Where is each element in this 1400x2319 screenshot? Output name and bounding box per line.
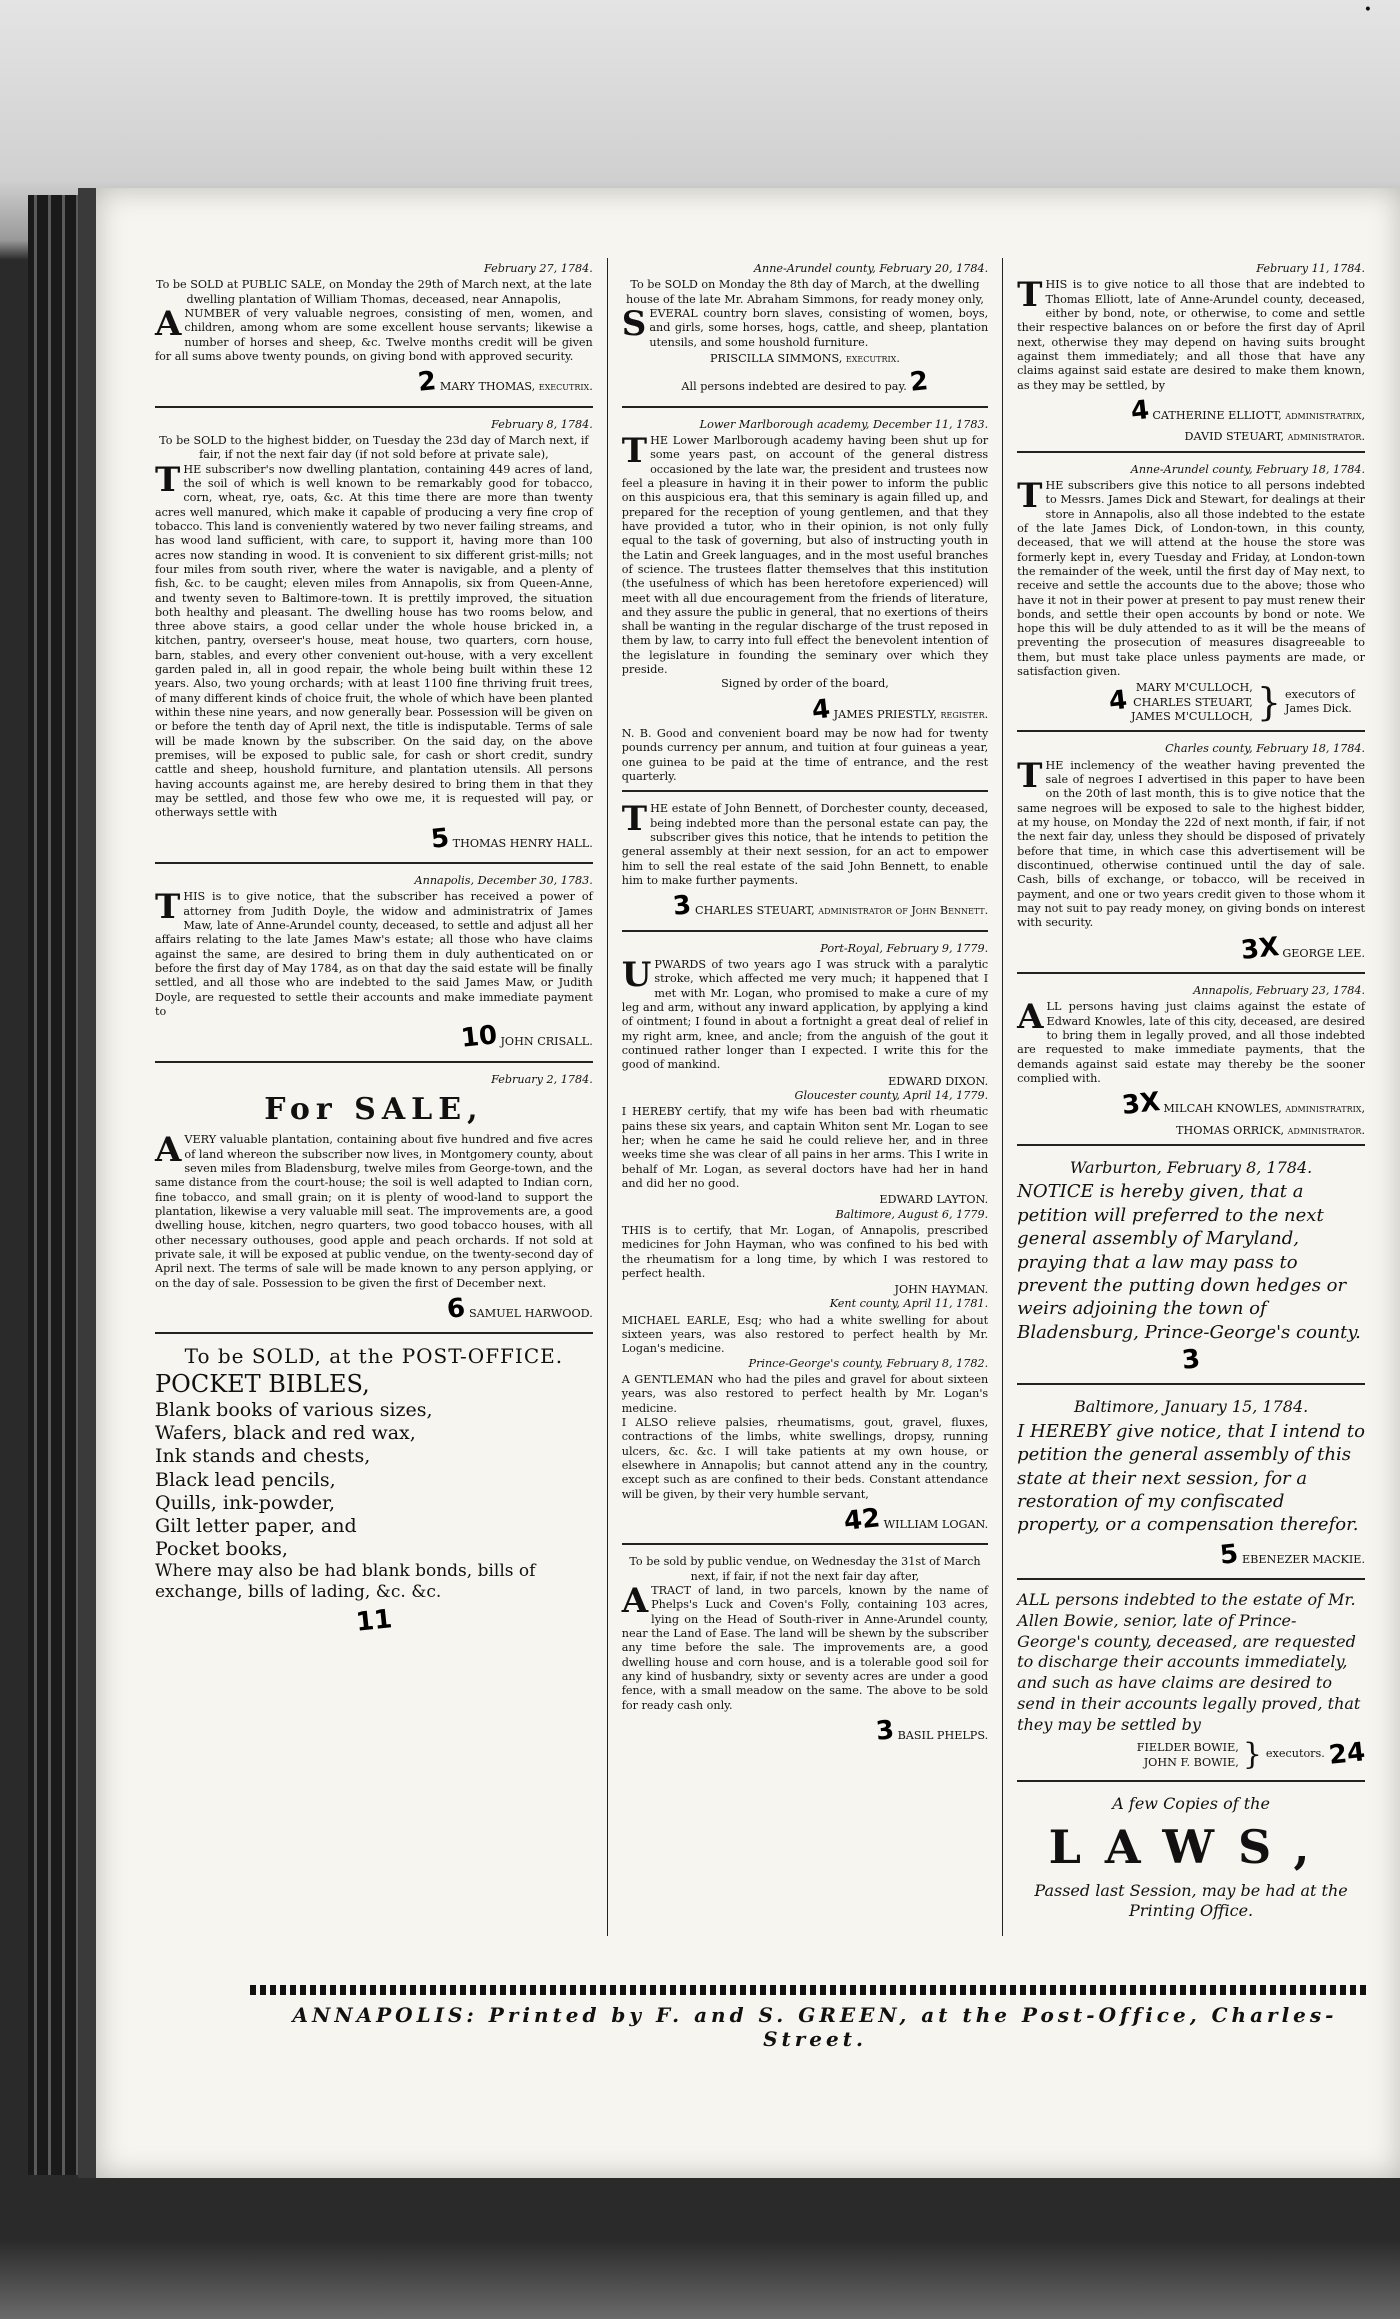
ad-signature <box>1017 1344 1365 1377</box>
ad-date: Port-Royal, February 9, 1779. <box>820 941 989 955</box>
list-item: Ink stands and chests, <box>155 1445 371 1468</box>
testimonial-date: Kent county, April 11, 1781. <box>829 1297 989 1311</box>
imprint-footer: ANNAPOLIS: Printed by F. and S. GREEN, at the Post-Office, Charles-Street. <box>292 2003 1338 2051</box>
ad-signature <box>622 890 988 923</box>
signature-name: WILLIAM LOGAN. <box>883 1518 989 1532</box>
signature-name: BASIL PHELPS. <box>897 1728 989 1742</box>
ad-date: Annapolis, December 30, 1783. <box>414 874 593 888</box>
ad-body <box>155 459 593 821</box>
ad-body <box>621 303 989 350</box>
handwritten-mark: 2 <box>908 366 930 399</box>
ad-date: Warburton, February 8, 1784. <box>1069 1157 1313 1177</box>
ad-date: Baltimore, January 15, 1784. <box>1073 1397 1309 1417</box>
executor-role: executors of James Dick. <box>1285 687 1355 715</box>
ad-body <box>1017 997 1366 1086</box>
ad-date: February 2, 1784. <box>491 1072 593 1086</box>
laws-pre: A few Copies of the <box>1112 1793 1270 1813</box>
signature-name: SAMUEL HARWOOD. <box>469 1306 593 1320</box>
drop-cap: A <box>1017 997 1044 1038</box>
ad-bennett-estate <box>622 798 988 931</box>
brace-glyph: } <box>1256 679 1282 724</box>
ad-bladensburg-petition <box>1017 1152 1365 1385</box>
drop-cap: T <box>155 887 181 928</box>
signature-name: MARY THOMAS, executrix. <box>439 380 593 394</box>
testimonial-text: A GENTLEMAN who had the piles and gravel for about sixteen years, was also restored to perfect health by Mr. Logan's medicine. <box>621 1373 989 1415</box>
handwritten-mark: 6 <box>445 1293 467 1325</box>
ad-signed-line: Signed by order of the board, <box>721 677 889 691</box>
drop-cap: S <box>621 303 647 344</box>
drop-cap: A <box>155 1130 182 1171</box>
executors-block <box>1017 1736 1365 1774</box>
drop-cap: A <box>155 303 182 344</box>
column-rule <box>1002 258 1003 1936</box>
ad-body <box>1017 475 1366 680</box>
handwritten-mark: 5 <box>429 822 451 855</box>
corner-mark: • <box>1363 2 1372 18</box>
handwritten-mark: 5 <box>1218 1538 1240 1571</box>
ad-signature <box>155 823 593 856</box>
signature-name: CATHERINE ELLIOTT, administratrix, <box>1152 408 1366 422</box>
drop-cap: T <box>1017 275 1043 316</box>
ad-signature <box>155 1021 593 1054</box>
ad-text: EVERAL country born slaves, consisting of women, boys, and girls, some horses, hogs, cattle, and sheep, plantation utensils, and some houshold furniture. <box>649 306 989 349</box>
list-item: Blank books of various sizes, <box>155 1399 433 1422</box>
drop-cap: T <box>1017 755 1043 796</box>
ad-harwood-sale <box>155 1069 593 1335</box>
ad-text: I HEREBY give notice, that I intend to petition the general assembly of this state at their next session, for a restoration of my confiscated property, or a compensation therefor. <box>1017 1420 1365 1536</box>
signature-name: JOHN CRISALL. <box>500 1035 593 1049</box>
executor-name: JAMES M'CULLOCH, <box>1131 710 1253 724</box>
executor-names <box>1137 1741 1239 1770</box>
ad-text: NUMBER of very valuable negroes, consisting of men, women, and children, among whom are some excellent house servants; likewise a number of horses and sheep, &c. Twelve months credit will be given for all sums above twenty pounds, on giving bond with approved security. <box>155 306 593 363</box>
ad-date: Anne-Arundel county, February 18, 1784. <box>1130 462 1366 476</box>
ad-text: VERY valuable plantation, containing about five hundred and five acres of land whereon the subscriber now lives, in Montgomery county, about seven miles from Bladensburg, twelve miles from George-town, and the same distance from the court-house; the soil is well adapted to Indian corn, fine tobacco, and small grain; on it is plenty of wood-land to support the plantation, likewise a very valuable mill seat. The improvements are, a good dwelling house, kitchen, negro quarters, two good tobacco houses, with all other necessary outhouses, good apple and peach orchards. If not sold at private sale, it will be exposed at public vendue, on the twenty-second day of April next. The terms of sale will be made known to any person applying, or on the day of sale. Possession to be given the first of December next. <box>155 1133 593 1290</box>
drop-cap: A <box>621 1581 649 1621</box>
ad-signature <box>1017 1088 1365 1121</box>
ad-phelps-land <box>622 1551 988 1754</box>
executor-name: FIELDER BOWIE, <box>1136 1741 1239 1755</box>
list-item: Wafers, black and red wax, <box>155 1422 416 1445</box>
signature-name: JAMES PRIESTLY, register. <box>833 707 989 721</box>
handwritten-mark: 10 <box>459 1020 499 1055</box>
ad-text: HIS is to give notice, that the subscriber has received a power of attorney from Judith Doyle, the widow and administratrix of James Maw, late of Anne-Arundel county, deceased, to settle and adjust all her affairs relating to the late James Maw's estate; all those who have claims against the same, are desired to bring them in duly authenticated on or before the first day of May 1784, as on that day the said estate will be finally settled, and all those who are indebted to the said James Maw, or Judith Doyle, are requested to settle their accounts and make immediate payment to <box>155 890 593 1018</box>
list-item: Pocket books, <box>155 1538 288 1561</box>
ad-text: NOTICE is hereby given, that a petition will preferred to the next general assembly of Maryland, praying that a law may pass to prevent the putting down hedges or weirs adjoining the town of Bladensburg, Prince-George's county. <box>1017 1181 1361 1343</box>
executor-role: executors. <box>1265 1747 1325 1761</box>
signature-name: GEORGE LEE. <box>1282 946 1366 960</box>
ad-body <box>1017 275 1366 393</box>
goods-list <box>155 1370 593 1603</box>
ad-date: Charles county, February 18, 1784. <box>1165 742 1366 756</box>
ad-academy <box>622 414 988 793</box>
ad-signature <box>1017 933 1365 966</box>
list-item: POCKET BIBLES, <box>155 1369 370 1398</box>
testimonial-date: Prince-George's county, February 8, 1782. <box>748 1356 989 1370</box>
columns <box>155 258 1365 1936</box>
drop-cap: T <box>155 459 181 500</box>
ad-body <box>1017 755 1366 931</box>
drop-cap: U <box>621 954 652 995</box>
executor-name: JOHN F. BOWIE, <box>1143 1755 1239 1769</box>
ad-bowie-estate <box>1017 1586 1365 1782</box>
ad-hall-plantation <box>155 414 593 864</box>
list-tail: Where may also be had blank bonds, bills of exchange, bills of lading, &c. &c. <box>155 1561 536 1602</box>
ad-signature <box>622 1715 988 1748</box>
ad-post-office-goods <box>155 1340 593 1644</box>
signature-name: CHARLES STEUART, administrator of John Bennett. <box>695 904 989 918</box>
drop-cap: T <box>1017 475 1043 516</box>
testimonial-signature: EDWARD DIXON. <box>888 1074 989 1088</box>
ad-heading: To be SOLD to the highest bidder, on Tuesday the 23d day of March next, if fair, if not the next fair day (if not sold before at private sale), <box>159 433 589 462</box>
handwritten-mark: 3 <box>874 1715 896 1747</box>
ad-signature: PRISCILLA SIMMONS, executrix. <box>710 351 900 365</box>
ad-text: HE inclemency of the weather having prevented the sale of negroes I advertised in this paper to have been on the 20th of last month, this is to give notice that the same negroes will be exposed to sale to the highest bidder, at my house, on Monday the 22d of next month, if fair, if not the next fair day, unless they should be disposed of privately before that time, in which case this advertisement will be discontinued, otherwise continued until the day of sale. Cash, bills of exchange, or tobacco, will be received in payment, and one or two years credit given to those whom it may not suit to pay ready money, on giving bonds on interest with security. <box>1017 758 1366 930</box>
testimonial-signature: EDWARD LAYTON. <box>879 1193 989 1207</box>
list-item: Gilt letter paper, and <box>155 1514 357 1537</box>
testimonial-date: Baltimore, August 6, 1779. <box>835 1207 989 1221</box>
ad-thomas-sale <box>155 258 593 408</box>
ad-signature <box>155 366 593 399</box>
handwritten-mark: 4 <box>810 693 832 726</box>
handwritten-mark: 3 <box>1180 1344 1202 1376</box>
ad-text: PWARDS of two years ago I was struck with a paralytic stroke, which affected me very much; it happened that I met with Mr. Logan, who promised to make a cure of my leg and arm, without any inward application, by applying a kind of ointment; I found in about a fortnight a great deal of relief in my right arm, knee, and ancle; from the anguish of the gout it continued rather longer than I expected. I write this for the good of mankind. <box>621 957 989 1072</box>
testimonial-text: I ALSO relieve palsies, rheumatisms, gout, gravel, fluxes, contractions of the limbs, white swellings, dropsy, running ulcers, &c. &c. I will take patients at my own house, or elsewhere in Annapolis; but cannot attend any in the country, except such as are confined to their beds. Constant attendance will be given, by their very humble servant, <box>621 1416 989 1501</box>
ad-knowles-estate <box>1017 980 1365 1146</box>
ad-date: February 8, 1784. <box>491 417 593 431</box>
signature-name: THOMAS HENRY HALL. <box>452 836 593 850</box>
ad-text: HE subscribers give this notice to all persons indebted to Messrs. James Dick and Stewart, for dealings at their store in Annapolis, also all those indebted to the estate of the late James Dick, of London-town, in this county, deceased, that we will attend at the house the store was formerly kept in, every Tuesday and Friday, at London-town the remainder of the week, until the first day of May next, to receive and settle the accounts due to the above; those who have it not in their power at present to pay must renew their bonds, and settle their open accounts by bond or note. We hope this will be duly attended to as it will be the means of preventing the prosecution of measures disagreeable to them, but must take place unless payments are made, or satisfaction given. <box>1017 478 1366 679</box>
column-1 <box>155 258 593 1936</box>
ad-date: Annapolis, February 23, 1784. <box>1193 983 1366 997</box>
ad-dick-store <box>1017 459 1365 733</box>
ornamental-border <box>250 1985 1370 1995</box>
ad-body <box>155 303 593 364</box>
ad-simmons-slaves <box>622 258 988 408</box>
drop-cap: T <box>621 430 648 471</box>
ad-signature-2: THOMAS ORRICK, administrator. <box>1176 1123 1366 1137</box>
ad-body <box>621 430 989 678</box>
ad-heading: To be SOLD at PUBLIC SALE, on Monday the 29th of March next, at the late dwelling plantation of William Thomas, deceased, near Annapolis, <box>156 278 592 306</box>
ad-crisall-notice <box>155 870 593 1063</box>
handwritten-mark: 11 <box>354 1603 394 1638</box>
note-text: All persons indebted are desired to pay. <box>681 380 907 394</box>
ad-heading: To be SOLD on Monday the 8th day of March, at the dwelling house of the late Mr. Abraham Simmons, for ready money only, <box>625 278 984 306</box>
ad-heading: To be sold by public vendue, on Wednesday the 31st of March next, if fair, if not the next fair day after, <box>629 1555 981 1583</box>
ad-elliott-notice <box>1017 258 1365 453</box>
executor-names <box>1131 681 1253 724</box>
ad-lee-negroes <box>1017 738 1365 974</box>
ad-signature <box>1017 395 1365 428</box>
ad-laws <box>1017 1788 1365 1930</box>
handwritten-mark: 2 <box>416 366 438 399</box>
ad-body <box>155 887 593 1019</box>
handwritten-mark: 3X <box>1120 1087 1162 1122</box>
ad-signature <box>1017 1539 1365 1572</box>
laws-post: Passed last Session, may be had at the Printing Office. <box>1034 1880 1348 1921</box>
ad-heading: To be SOLD, at the POST-OFFICE. <box>184 1344 564 1369</box>
ad-note <box>622 366 988 399</box>
ad-signature <box>622 694 988 727</box>
ad-date: February 27, 1784. <box>484 262 593 275</box>
ad-text: HIS is to give notice to all those that are indebted to Thomas Elliott, late of Anne-Arundel county, deceased, either by bond, note, or otherwise, to come and settle their respective balances on or before the first day of April next, otherwise they may depend on having suits brought against them immediately; and all those that have any claims against said estate are desired to make them known, as they may be settled, by <box>1017 278 1366 392</box>
ad-text: HE Lower Marlborough academy having been shut up for some years past, on account of the general distress occasioned by the late war, the president and trustees now feel a pleasure in having it in their power to inform the public on this auspicious era, that this seminary is again filled up, and prepared for the reception of young gentlemen, and that they have provided a tutor, who in their opinion, is not only fully equal to the task of governing, but also of instructing youth in the Latin and Greek languages, and in the most useful branches of science. The trustees flatter themselves that this institution (the usefulness of which has been heretofore experienced) will meet with all due encouragement from the friends of literature, and they assure the public in general, that no exertions of theirs shall be wanting in the regular discharge of the trust reposed in them by law, to carry into full effect the benevolent intention of the legislature in founding the seminary over which they preside. <box>621 433 989 677</box>
ad-signature <box>155 1293 593 1326</box>
list-item: Quills, ink-powder, <box>155 1491 336 1514</box>
signature-name: EBENEZER MACKIE. <box>1241 1552 1366 1566</box>
ad-logan-testimonials <box>622 938 988 1546</box>
testimonial-date: Gloucester county, April 14, 1779. <box>794 1088 989 1102</box>
testimonial-text: THIS is to certify, that Mr. Logan, of Annapolis, prescribed medicines for John Hayman, who was confined to his bed with the rheumatism for a long time, by which I was restored to perfect health. <box>621 1223 989 1280</box>
ad-date: Lower Marlborough academy, December 11, 1783. <box>699 417 989 431</box>
ad-signature-2: DAVID STEUART, administrator. <box>1184 430 1366 444</box>
ad-signature <box>155 1605 593 1638</box>
ad-date: Anne-Arundel county, February 20, 1784. <box>753 262 989 275</box>
column-2 <box>622 258 988 1936</box>
ad-text: HE subscriber's now dwelling plantation, containing 449 acres of land, the soil of which is well known to be remarkably good for tobacco, corn, wheat, rye, oats, &c. At this time there are more than twenty acres well manured, which make it capable of producing a very fine crop of tobacco. This land is conveniently watered by two never failing streams, and has wood land sufficient, with care, to support it, having more than 100 acres now standing in wood. It is convenient to six different grist-mills; not four miles from south river, where the water is navigable, and a plenty of fish, &c. to be caught; eleven miles from Annapolis, six from Queen-Anne, and twenty seven to Baltimore-town. It is prettily improved, the situation both healthy and pleasant. The dwelling house has two rooms below, and three above stairs, a good cellar under the whole house bricked in, a kitchen, pantry, overseer's house, meat house, two quarters, corn house, barn, stables, and every other convenient out-house, with a very excellent garden paled in, all in good repair, the whole being built within these 12 years. Also, two young orchards; with at least 1100 fine thriving fruit trees, of many different kinds of choice fruit, the whole of which have been planted within these nine years, and now generally bear. Possession will be given on or before the tenth day of April next, the title is indisputable. Terms of sale will be made known by the subscriber. On the said day, on the above premises, will be exposed to public sale, for cash or short credit, sundry cattle and sheep, houshold furniture, and plantation utensils. All persons having accounts against me, are hereby desired to bring them in that they may be settled, and those few who owe me, it is requested will pay, or otherways settle with <box>155 462 593 820</box>
ad-mackie-petition <box>1017 1391 1365 1580</box>
ad-body <box>621 954 989 1073</box>
ad-text: TRACT of land, in two parcels, known by the name of Phelps's Luck and Coven's Folly, containing 103 acres, lying on the Head of South-river in Anne-Arundel county, near the Land of Ease. The land will be shewn by the subscriber any time before the sale. The improvements are, a good dwelling house and corn house, and is a tolerable good soil for any kind of husbandry, sixty or seventy acres are under a good fence, with a small meadow on the same. The above to be sold for ready cash only. <box>621 1584 989 1712</box>
executor-name: MARY M'CULLOCH, <box>1135 681 1253 695</box>
testimonial-signature: JOHN HAYMAN. <box>894 1283 989 1297</box>
brace-glyph: } <box>1242 1736 1262 1772</box>
ad-text: ALL persons indebted to the estate of Mr. Allen Bowie, senior, late of Prince-George's county, deceased, are requested to discharge their accounts immediately, and such as have claims are desired to send in their accounts legally proved, that they may be settled by <box>1017 1590 1361 1734</box>
drop-cap: T <box>621 799 648 840</box>
signature-name: MILCAH KNOWLES, administratrix, <box>1163 1102 1366 1116</box>
handwritten-mark: 3X <box>1239 931 1281 966</box>
handwritten-mark: 3 <box>671 890 693 923</box>
ad-text: HE estate of John Bennett, of Dorchester county, deceased, being indebted more than the personal estate can pay, the subscriber gives this notice, that he intends to petition the general assembly at their next session, for an act to empower him to sell the real estate of the said John Bennett, to enable him to make further payments. <box>621 802 989 888</box>
ad-date: February 11, 1784. <box>1256 262 1366 275</box>
column-3 <box>1017 258 1365 1936</box>
handwritten-mark: 24 <box>1327 1737 1367 1771</box>
column-rule <box>607 258 608 1936</box>
testimonial-text: I HEREBY certify, that my wife has been bad with rheumatic pains these six years, and captain Whiton sent Mr. Logan to see her; when he came he said he could relieve her, and in three weeks time she was clear of all pains in her arms. This I write in behalf of Mr. Logan, as several doctors have had her in hand and did her no good. <box>621 1105 989 1190</box>
ad-body <box>155 1130 593 1291</box>
ad-body <box>621 1581 989 1713</box>
ad-signature <box>622 1504 988 1537</box>
ad-text: LL persons having just claims against the estate of Edward Knowles, late of this city, deceased, are desired to bring them in legally proved, and all those indebted are requested to make immediate payments, that the demands against said estate may thereby be the sooner complied with. <box>1017 1000 1366 1085</box>
handwritten-mark: 4 <box>1129 395 1151 427</box>
laws-title: LAWS, <box>1048 1820 1334 1875</box>
handwritten-mark: 4 <box>1107 685 1129 718</box>
testimonial-text: MICHAEL EARLE, Esq; who had a white swelling for about sixteen years, was also restored to perfect health by Mr. Logan's medicine. <box>621 1313 989 1356</box>
executors-block <box>1017 679 1365 724</box>
handwritten-mark: 42 <box>842 1503 882 1537</box>
ad-body <box>621 799 989 888</box>
ad-title: For SALE, <box>264 1091 484 1127</box>
ad-nb: N. B. Good and convenient board may be now had for twenty pounds currency per annum, and tuition at four guineas a year, one guinea to be paid at the time of entrance, and the rest quarterly. <box>621 727 989 784</box>
executor-name: CHARLES STEUART, <box>1133 695 1253 709</box>
list-item: Black lead pencils, <box>155 1468 336 1491</box>
